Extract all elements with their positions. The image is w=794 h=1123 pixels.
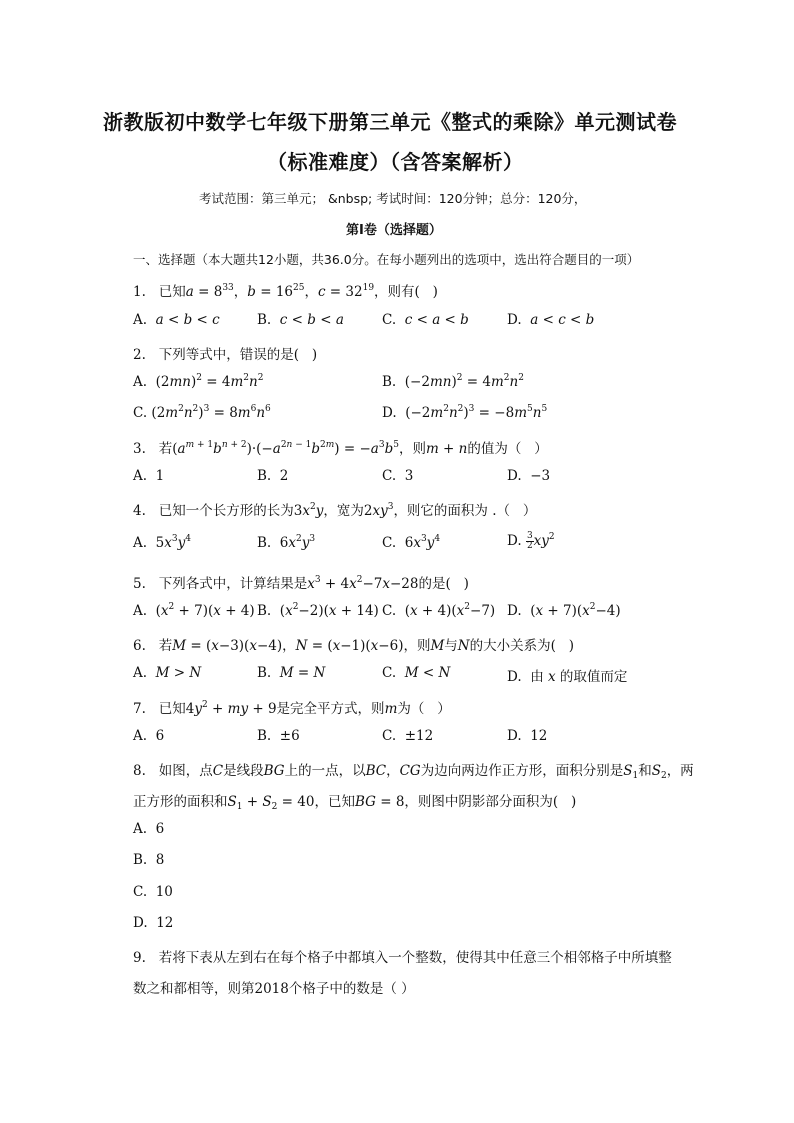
question-number: 1. [133,284,146,300]
q2-option-b[interactable]: B. $(-2mn)^2 = 4m^2n^2$ [382,373,524,390]
question-number: 6. [133,638,146,654]
question-9-continued: 数之和都相等，则第2018个格子中的数是（ ） [133,981,415,997]
question-stem: 已知$a = 8^{33}$，$b = 16^{25}$，$c = 32^{19}$，则有( ) [158,283,438,300]
q8-option-c[interactable]: C. 10 [133,884,173,900]
question-number: 4. [133,503,146,519]
exam-info: 考试范围：第三单元； &nbsp; 考试时间：120分钟；总分：120分， [199,191,587,206]
q7-option-a[interactable]: A. 6 [133,728,165,744]
q5-option-d[interactable]: D. $(x + 7)(x^2-4)$ [507,602,621,619]
question-number: 5. [133,576,146,592]
question-stem: 若将下表从左到右在每个格子中都填入一个整数，使得其中任意三个相邻格子中所填整 [158,950,672,966]
q6-option-d[interactable]: D. 由 x 的取值而定 [507,669,628,685]
q1-option-c[interactable]: C. c < a < b [382,312,469,328]
q5-option-a[interactable]: A. $(x^2 + 7)(x + 4)$ [133,602,255,619]
q4-option-d[interactable]: D. $\frac{3}{2}$ $xy^2$ [507,531,555,551]
q4-option-b[interactable]: B. $6x^2y^3$ [257,534,316,551]
fraction: $\frac{3}{2}$ [526,531,533,551]
q8-option-b[interactable]: B. 8 [133,852,165,868]
question-number: 9. [133,950,146,966]
q3-option-a[interactable]: A. 1 [133,468,165,484]
section-title: 第I卷（选择题） [346,223,442,238]
question-2 [133,343,317,363]
q3-option-b[interactable]: B. 2 [257,468,289,484]
question-stem: 若$(a^{m + 1}b^{n + 2})\cdot(-a^{2n - 1}b^{2m}) = -a^3b^5$，则m + n的值为（ ） [158,440,548,457]
question-3 [133,437,548,457]
q5-option-b[interactable]: B. $(x^2-2)(x + 14)$ [257,602,379,619]
q4-option-a[interactable]: A. $5x^3y^4$ [133,534,191,551]
question-number: 3. [133,441,146,457]
question-1 [133,280,438,300]
q7-option-c[interactable]: C. ±12 [382,728,434,744]
q3-option-d[interactable]: D. −3 [507,468,551,484]
question-8 [133,759,694,779]
question-6 [133,634,574,654]
q6-option-b[interactable]: B. M = N [257,665,326,681]
question-9 [133,946,672,966]
q1-option-d[interactable]: D. a < c < b [507,312,595,328]
q6-option-a[interactable]: A. M > N [133,665,202,681]
q4-option-c[interactable]: C. $6x^3y^4$ [382,534,441,551]
question-5 [133,572,469,592]
question-stem: 下列各式中，计算结果是$x^3 + 4x^2-7x-28$的是( ) [158,575,469,592]
q7-option-d[interactable]: D. 12 [507,728,548,744]
q1-option-a[interactable]: A. a < b < c [133,312,220,328]
question-stem: 已知$4y^2$ + my + 9是完全平方式，则m为（ ） [158,700,451,717]
q2-option-d[interactable]: D. $(-2m^2n^2)^3 = -8m^5n^5$ [382,404,548,421]
q2-option-a[interactable]: A. $(2mn)^2 = 4m^2n^2$ [133,373,264,390]
q1-option-b[interactable]: B. c < b < a [257,312,344,328]
question-stem: 若M = (x−3)(x−4)，N = (x−1)(x−6)，则M与N的大小关系为( ) [158,638,575,654]
q6-option-c[interactable]: C. M < N [382,665,451,681]
q7-option-b[interactable]: B. ±6 [257,728,300,744]
document-title-line1: 浙教版初中数学七年级下册第三单元《整式的乘除》单元测试卷 [103,110,677,134]
q2-option-c[interactable]: C. $(2m^2n^2)^3 = 8m^6n^6$ [133,404,271,421]
question-number: 8. [133,763,146,779]
question-number: 7. [133,701,146,717]
document-title-line2: （标准难度）（含答案解析） [267,150,524,174]
question-stem: 如图，点C是线段BG上的一点，以BC，CG为边向两边作正方形，面积分别是$S_1$和$S_2$，两 [158,763,694,781]
question-7 [133,697,451,717]
question-number: 2. [133,347,146,363]
question-stem: 已知一个长方形的长为$3x^2y$，宽为$2xy^3$，则它的面积为 .（ ） [158,502,537,519]
q8-option-a[interactable]: A. 6 [133,821,165,837]
part-note: 一、选择题（本大题共12小题，共36.0分。在每小题列出的选项中，选出符合题目的一项） [133,252,640,267]
q3-option-c[interactable]: C. 3 [382,468,414,484]
question-stem: 下列等式中，错误的是( ) [158,347,318,363]
q8-option-d[interactable]: D. 12 [133,915,174,931]
question-4 [133,499,536,519]
question-8-continued: 正方形的面积和$S_1 + S_2 = 40$，已知BG = 8，则图中阴影部分面积为( ) [133,794,577,812]
q5-option-c[interactable]: C. $(x + 4)(x^2-7)$ [382,602,496,619]
